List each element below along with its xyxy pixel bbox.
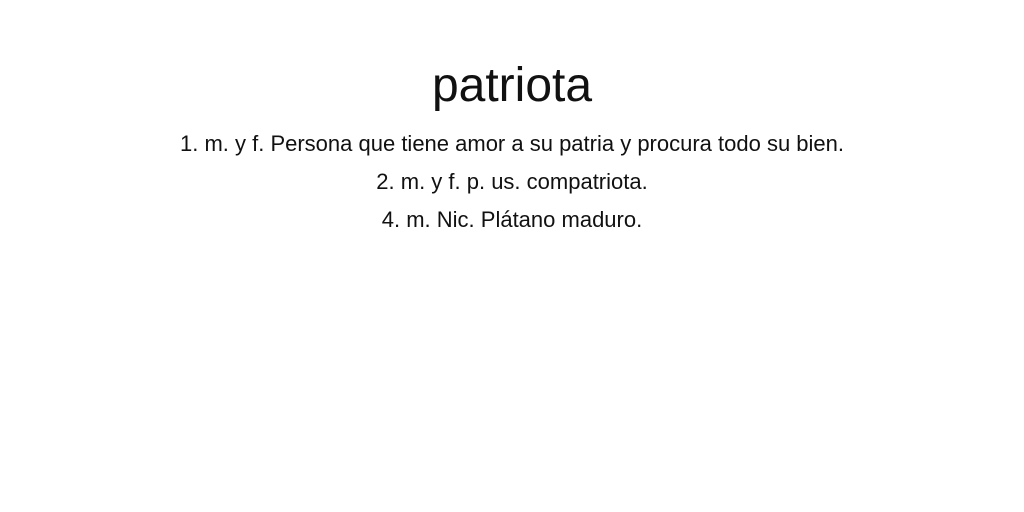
definition-item: 2. m. y f. p. us. compatriota.: [376, 169, 648, 194]
definition-item: 1. m. y f. Persona que tiene amor a su patria y procura todo su bien.: [179, 131, 845, 156]
headword-title: patriota: [431, 59, 593, 112]
definition-item: 4. m. Nic. Plátano maduro.: [381, 207, 643, 232]
definition-list: [0, 125, 1024, 239]
